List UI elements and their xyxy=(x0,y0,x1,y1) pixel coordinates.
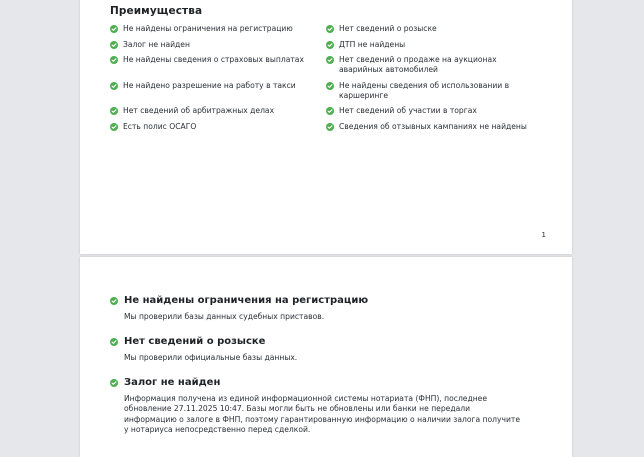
advantages-left-column xyxy=(110,24,320,137)
check-circle-icon xyxy=(110,297,118,305)
advantage-item xyxy=(326,106,541,116)
check-circle-icon xyxy=(110,82,118,90)
advantage-item xyxy=(326,81,541,101)
advantage-item xyxy=(326,55,541,75)
check-circle-icon xyxy=(326,56,334,64)
report-page-2 xyxy=(80,257,572,457)
advantage-label: Нет сведений о розыске xyxy=(339,24,437,33)
advantage-item xyxy=(326,24,541,34)
section-title xyxy=(110,295,520,307)
advantages-right-column xyxy=(326,24,541,137)
section-body: Мы проверили базы данных судебных приставов. xyxy=(124,312,325,321)
check-circle-icon xyxy=(326,41,334,49)
detail-section xyxy=(110,336,520,363)
check-circle-icon xyxy=(326,82,334,90)
advantage-label: ДТП не найдены xyxy=(339,39,406,49)
advantage-item xyxy=(110,122,320,132)
check-circle-icon xyxy=(110,107,118,115)
advantage-label: Не найдены ограничения на регистрацию xyxy=(123,24,293,33)
advantage-item xyxy=(326,40,541,50)
check-circle-icon xyxy=(326,107,334,115)
advantage-item xyxy=(110,55,320,75)
advantage-label: Не найдены сведения о страховых выплатах xyxy=(123,55,304,64)
advantage-label: Есть полис ОСАГО xyxy=(123,121,197,131)
advantage-item xyxy=(110,106,320,116)
section-title-text: Залог не найден xyxy=(124,377,221,388)
section-title xyxy=(110,336,520,348)
section-title-text: Не найдены ограничения на регистрацию xyxy=(124,295,369,306)
advantage-label: Сведения об отзывных кампаниях не найдены xyxy=(339,121,527,131)
check-circle-icon xyxy=(110,123,118,131)
advantages-title: Преимущества xyxy=(110,5,203,17)
advantage-item xyxy=(110,24,320,34)
advantage-item xyxy=(110,81,320,101)
advantage-label: Не найдены сведения об использовании в каршеринге xyxy=(339,80,510,100)
advantage-label: Не найдено разрешение на работу в такси xyxy=(123,80,296,90)
advantage-item xyxy=(326,122,541,132)
section-body: Мы проверили официальные базы данных. xyxy=(124,353,298,362)
check-circle-icon xyxy=(110,338,118,346)
check-circle-icon xyxy=(110,41,118,49)
report-page-1 xyxy=(80,0,572,254)
section-title-text: Нет сведений о розыске xyxy=(124,336,266,347)
check-circle-icon xyxy=(110,56,118,64)
section-title xyxy=(110,377,520,389)
advantage-label: Нет сведений об участии в торгах xyxy=(339,106,477,115)
advantage-item xyxy=(110,40,320,50)
advantage-label: Нет сведений о продаже на аукционах аварийных автомобилей xyxy=(339,55,497,74)
check-circle-icon xyxy=(110,25,118,33)
advantage-label: Залог не найден xyxy=(123,39,190,49)
advantage-label: Нет сведений об арбитражных делах xyxy=(123,106,275,115)
check-circle-icon xyxy=(326,25,334,33)
detail-section xyxy=(110,295,520,322)
check-circle-icon xyxy=(110,379,118,387)
section-body: Информация получена из единой информационной системы нотариата (ФНП), последнее обновление 27.11.2025 10:47. Базы могли быть не обновлены или банки не передали информацию о залоге в ФНП, поэтому гарантированную информацию о наличии залога получите у нотариуса непосредственно перед сделкой. xyxy=(124,394,521,435)
page-number: 1 xyxy=(541,231,546,239)
detail-section xyxy=(110,377,520,436)
check-circle-icon xyxy=(326,123,334,131)
